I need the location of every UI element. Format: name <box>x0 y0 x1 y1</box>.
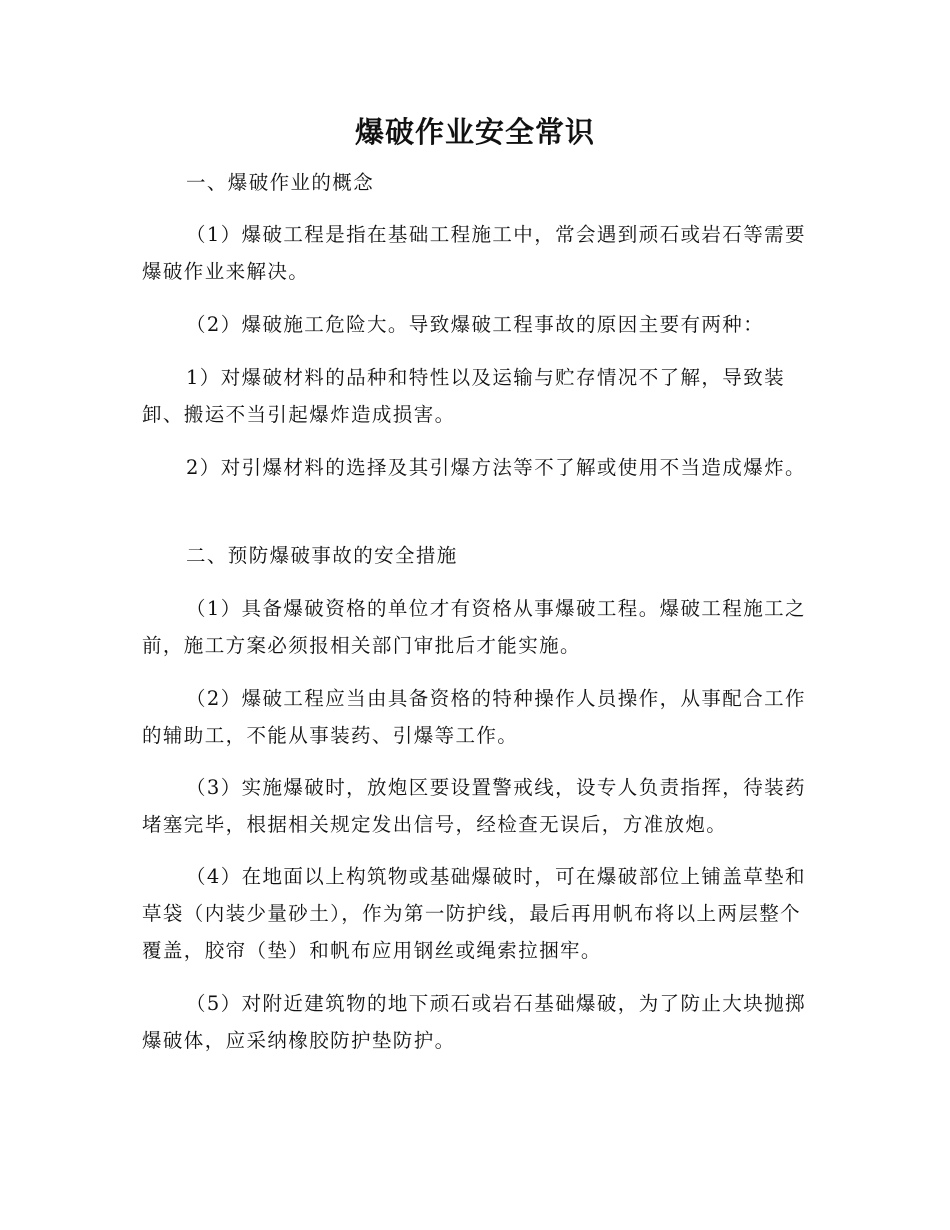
paragraph: （5）对附近建筑物的地下顽石或岩石基础爆破，为了防止大块抛掷爆破体，应采纳橡胶防护垫防护。 <box>142 992 806 1052</box>
paragraph: （1）具备爆破资格的单位才有资格从事爆破工程。爆破工程施工之前，施工方案必须报相关部门审批后才能实施。 <box>142 597 806 657</box>
paragraph: （1）爆破工程是指在基础工程施工中，常会遇到顽石或岩石等需要爆破作业来解决。 <box>142 223 806 283</box>
paragraph: 2）对引爆材料的选择及其引爆方法等不了解或使用不当造成爆炸。 <box>186 456 806 479</box>
document-title: 爆破作业安全常识 <box>354 115 595 149</box>
paragraph: 1）对爆破材料的品种和特性以及运输与贮存情况不了解，导致装卸、搬运不当引起爆炸造成损害。 <box>142 366 786 426</box>
paragraph: （4）在地面以上构筑物或基础爆破时，可在爆破部位上铺盖草垫和草袋（内装少量砂土），作为第一防护线，最后再用帆布将以上两层整个覆盖，胶帘（垫）和帆布应用钢丝或绳索拉捆牢。 <box>142 865 806 962</box>
section-heading-2: 二、预防爆破事故的安全措施 <box>186 544 458 567</box>
paragraph: （2）爆破施工危险大。导致爆破工程事故的原因主要有两种： <box>186 313 765 336</box>
section-heading-1: 一、爆破作业的概念 <box>186 171 375 194</box>
paragraph: （3）实施爆破时，放炮区要设置警戒线，设专人负责指挥，待装药堵塞完毕，根据相关规定发出信号，经检查无误后，方准放炮。 <box>142 776 806 836</box>
paragraph: （2）爆破工程应当由具备资格的特种操作人员操作，从事配合工作的辅助工，不能从事装药、引爆等工作。 <box>142 687 806 747</box>
